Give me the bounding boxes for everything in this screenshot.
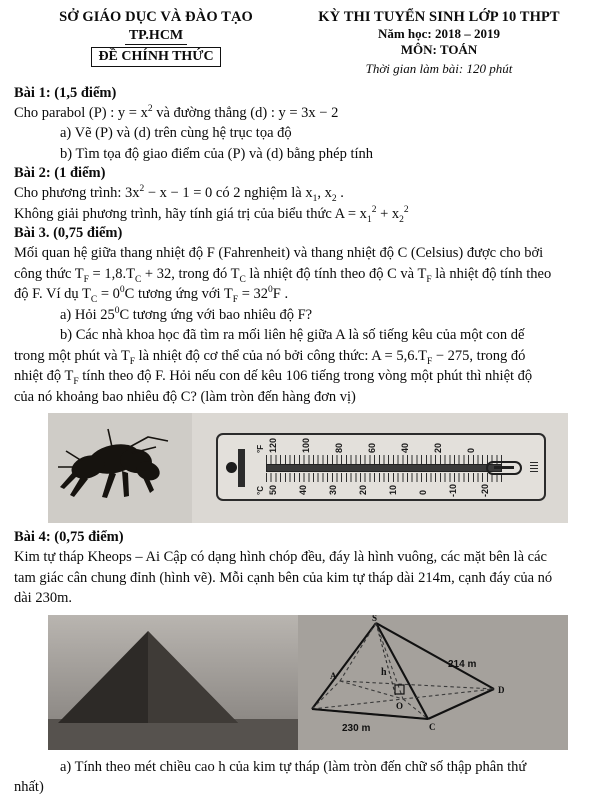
c-tick-1: 40 <box>298 484 308 495</box>
thermometer-tube <box>266 464 502 472</box>
header-right-block <box>292 9 586 77</box>
p1-mid: và đường thẳng <box>152 104 251 121</box>
header-left-block <box>14 9 292 67</box>
problem-2-line1 <box>14 183 586 204</box>
p3b3-subF: F <box>73 376 79 387</box>
cricket-photo <box>48 413 192 523</box>
thermometer-ticks-celsius <box>266 473 502 482</box>
p2-x2-sub: 2 <box>331 193 337 204</box>
p2-exp: 2 <box>139 184 145 195</box>
c-tick-0: 50 <box>268 484 278 495</box>
p3c-end: F . <box>272 286 289 302</box>
p1-exponent: 2 <box>147 103 153 114</box>
problem-3a <box>14 305 586 326</box>
school-year: Năm học: 2018 – 2019 <box>377 25 501 41</box>
label-base-230m: 230 m <box>342 722 371 734</box>
cricket-illustration <box>52 427 172 505</box>
thermometer-hanger-slot <box>494 466 514 469</box>
problem-3b-line2 <box>14 346 586 367</box>
c-tick-6: -10 <box>448 483 458 497</box>
problem-1b: b) Tìm tọa độ giao điểm của (P) và (d) bằng phép tính <box>60 145 374 162</box>
problem-1-title: Bài 1: (1,5 điểm) <box>14 84 117 101</box>
p3b-subF: F <box>129 356 136 367</box>
problem-4-line2: tam giác cân chung đỉnh (hình vẽ). Mỗi cạnh bên của kim tự tháp dài 214m, cạnh đáy của nó <box>14 569 553 586</box>
c-tick-5: 0 <box>418 489 428 495</box>
pyramid-photo <box>48 615 298 750</box>
f-tick-3: 60 <box>367 442 377 453</box>
f-tick-0: 120 <box>268 437 278 453</box>
p3c-mid2: C tương ứng với T <box>124 286 233 302</box>
thermometer-neck <box>238 449 245 487</box>
problem-4-title: Bài 4: (0,75 điểm) <box>14 529 124 545</box>
p3c-subF: F <box>232 294 239 305</box>
p3b-pre: trong một phút và T <box>14 347 130 364</box>
p3c-deg2: 0 <box>268 285 273 296</box>
p3-subF: F <box>83 274 89 285</box>
pyramid-lit-face <box>148 631 238 723</box>
exam-title: KỲ THI TUYỂN SINH LỚP 10 THPT <box>318 9 560 25</box>
p3c-mid3: = 32 <box>238 286 269 302</box>
p3b-mid: là nhiệt độ cơ thể của nó bởi công thức: A = 5,6.T <box>135 347 427 364</box>
problem-3b-line3 <box>14 366 586 387</box>
figure-cricket-thermometer <box>48 413 568 523</box>
problem-3-title: Bài 3. (0,75 điểm) <box>14 225 123 241</box>
p3-subC2: C <box>239 274 246 285</box>
problem-4-block <box>0 528 600 609</box>
p3-mid2: + 32, trong đó T <box>141 265 240 282</box>
problem-2-line2 <box>14 204 586 225</box>
c-tick-7: -20 <box>480 483 490 497</box>
p3b3-end: tính theo độ F. Hỏi nếu con dế kêu 106 tiếng trong vòng một phút thì nhiệt độ <box>78 368 533 384</box>
p2b-sub2: 2 <box>399 214 404 225</box>
city-name: TP.HCM <box>125 28 187 45</box>
p3-subC: C <box>134 274 142 285</box>
problem-3b-line1: b) Các nhà khoa học đã tìm ra mối liên hệ giữa A là số tiếng kêu của một con dế <box>60 327 525 343</box>
problem-1-stem <box>14 103 586 124</box>
p3c-mid1: = 0 <box>97 286 120 302</box>
problem-1a: a) Vẽ (P) và (d) trên cùng hệ trục tọa độ <box>60 125 292 141</box>
p3-end: là nhiệt độ tính theo <box>431 265 552 282</box>
p2-pre: Cho phương trình: 3x <box>14 185 140 201</box>
c-tick-4: 10 <box>388 484 398 495</box>
f-tick-6: 0 <box>466 447 476 453</box>
p3b-end: − 275, trong đó <box>432 347 526 364</box>
label-vertex-C: C <box>429 721 436 732</box>
subject-name: MÔN: TOÁN <box>400 41 478 57</box>
label-height-h: h <box>381 666 387 678</box>
thermometer-unit-fahrenheit: °F <box>256 444 265 453</box>
p2b-pre: Không giải phương trình, hãy tính giá trị của biểu thức A = x <box>14 205 367 222</box>
p3c-subC: C <box>90 294 98 305</box>
official-stamp: ĐỀ CHÍNH THỨC <box>91 47 220 67</box>
thermometer-bulb-icon <box>226 462 237 473</box>
problem-2-title: Bài 2: (1 điểm) <box>14 165 106 181</box>
p1-parabola: (P) : y = x <box>88 104 148 121</box>
p3a-end: C tương ứng với bao nhiêu độ F? <box>119 306 313 323</box>
p2b-sub1: 1 <box>366 214 372 225</box>
p3a-pre: a) Hỏi 25 <box>60 306 115 323</box>
p1-pre: Cho parabol <box>14 104 89 121</box>
label-vertex-A: A <box>330 670 337 681</box>
p2-x1-sub: 1 <box>312 193 318 204</box>
problem-3-line3 <box>14 284 586 305</box>
p3-mid1: = 1,8.T <box>88 265 135 282</box>
p2-comma: , x <box>317 185 332 201</box>
f-tick-4: 40 <box>400 442 410 453</box>
p2b-sup2: 2 <box>403 204 409 215</box>
photo-ground <box>48 719 298 750</box>
problem-3-line2 <box>14 264 586 285</box>
thermometer-ticks-fahrenheit <box>266 455 502 464</box>
p2b-sup1: 2 <box>371 204 377 215</box>
p3b3-pre: nhiệt độ T <box>14 368 74 384</box>
page-header <box>0 0 600 77</box>
p3c-pre: độ F. Ví dụ T <box>14 286 91 302</box>
thermometer-photo <box>192 413 568 523</box>
p3a-deg: 0 <box>114 305 120 316</box>
p3-mid3: là nhiệt độ tính theo độ C và T <box>245 265 427 282</box>
p2-x1: x <box>305 185 313 201</box>
problem-3b-line4: của nó khoảng bao nhiêu độ C? (làm tròn đến hàng đơn vị) <box>14 388 356 405</box>
p2b-plus: + x <box>376 205 400 222</box>
problem-3-line1: Mối quan hệ giữa thang nhiệt độ F (Fahrenheit) và thang nhiệt độ C (Celsius) được cho bởi <box>14 245 544 261</box>
problem-4-line1: Kim tự tháp Kheops – Ai Cập có dạng hình chóp đều, đáy là hình vuông, các mặt bên là các <box>14 549 547 565</box>
p1-line: (d) : y = 3x − 2 <box>250 104 339 121</box>
pyramid-diagram-svg <box>298 615 568 750</box>
p3-pre: công thức T <box>14 265 84 282</box>
exam-duration: Thời gian làm bài: 120 phút <box>365 60 513 76</box>
problem-4-line3: dài 230m. <box>14 590 72 606</box>
c-tick-2: 30 <box>328 484 338 495</box>
f-tick-1: 100 <box>301 437 311 453</box>
label-apex-S: S <box>372 614 378 623</box>
p3c-deg1: 0 <box>119 285 125 296</box>
figure-pyramid <box>48 615 568 750</box>
problem-4a-line2: nhất) <box>14 779 44 795</box>
exam-content <box>0 84 600 408</box>
problem-4a-line1: a) Tính theo mét chiều cao h của kim tự tháp (làm tròn đến chữ số thập phân thứ <box>60 758 527 775</box>
p2-mid: − x − 1 = 0 có 2 nghiệm là <box>144 185 306 201</box>
thermometer-unit-celsius: °C <box>256 486 265 495</box>
f-tick-2: 80 <box>334 442 344 453</box>
thermometer-body <box>216 433 546 501</box>
department-name: SỞ GIÁO DỤC VÀ ĐÀO TẠO <box>59 9 253 25</box>
pyramid-diagram <box>298 615 568 750</box>
p2-end: . <box>336 185 344 201</box>
label-vertex-D: D <box>498 684 505 695</box>
label-edge-214m: 214 m <box>448 658 477 670</box>
p3b-subF2: F <box>426 356 433 367</box>
thermometer-brand-mark <box>530 462 538 474</box>
problem-4a-block <box>0 750 600 798</box>
f-tick-5: 20 <box>433 442 443 453</box>
p3-subF2: F <box>426 274 432 285</box>
c-tick-3: 20 <box>358 484 368 495</box>
label-center-O: O <box>396 700 404 711</box>
